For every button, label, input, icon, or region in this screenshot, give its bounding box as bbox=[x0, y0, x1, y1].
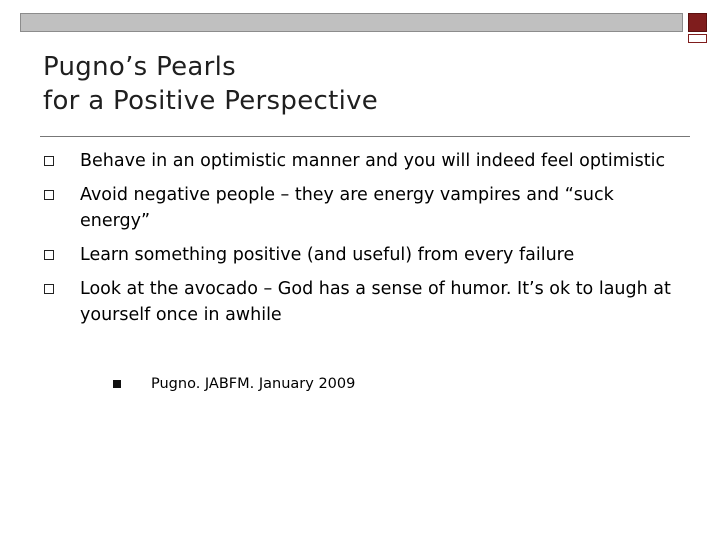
square-outline-icon bbox=[44, 156, 54, 166]
slide-title bbox=[43, 50, 683, 118]
bullet-item bbox=[44, 148, 684, 174]
filled-square-icon bbox=[113, 380, 121, 388]
bullet-text: Behave in an optimistic manner and you will indeed feel optimistic bbox=[80, 151, 666, 171]
square-outline-icon bbox=[44, 284, 54, 294]
header-decoration-bar bbox=[20, 13, 683, 32]
square-outline-icon bbox=[44, 190, 54, 200]
bullet-list bbox=[44, 148, 684, 336]
bullet-item bbox=[44, 276, 684, 328]
bullet-item bbox=[44, 182, 684, 234]
slide-title-line-2: for a Positive Perspective bbox=[43, 86, 379, 116]
title-divider bbox=[40, 136, 690, 137]
bullet-text: Learn something positive (and useful) from every failure bbox=[80, 245, 575, 265]
square-outline-icon bbox=[44, 250, 54, 260]
citation-sub-bullet bbox=[151, 373, 355, 395]
header-accent-square bbox=[688, 13, 707, 32]
slide-title-line-1: Pugno’s Pearls bbox=[43, 52, 237, 82]
header-accent-outline bbox=[688, 34, 707, 43]
citation-text: Pugno. JABFM. January 2009 bbox=[151, 376, 356, 392]
bullet-text: Look at the avocado – God has a sense of humor. It’s ok to laugh at yourself once in awhile bbox=[80, 279, 671, 325]
bullet-text: Avoid negative people – they are energy vampires and “suck energy” bbox=[80, 185, 614, 231]
bullet-item bbox=[44, 242, 684, 268]
